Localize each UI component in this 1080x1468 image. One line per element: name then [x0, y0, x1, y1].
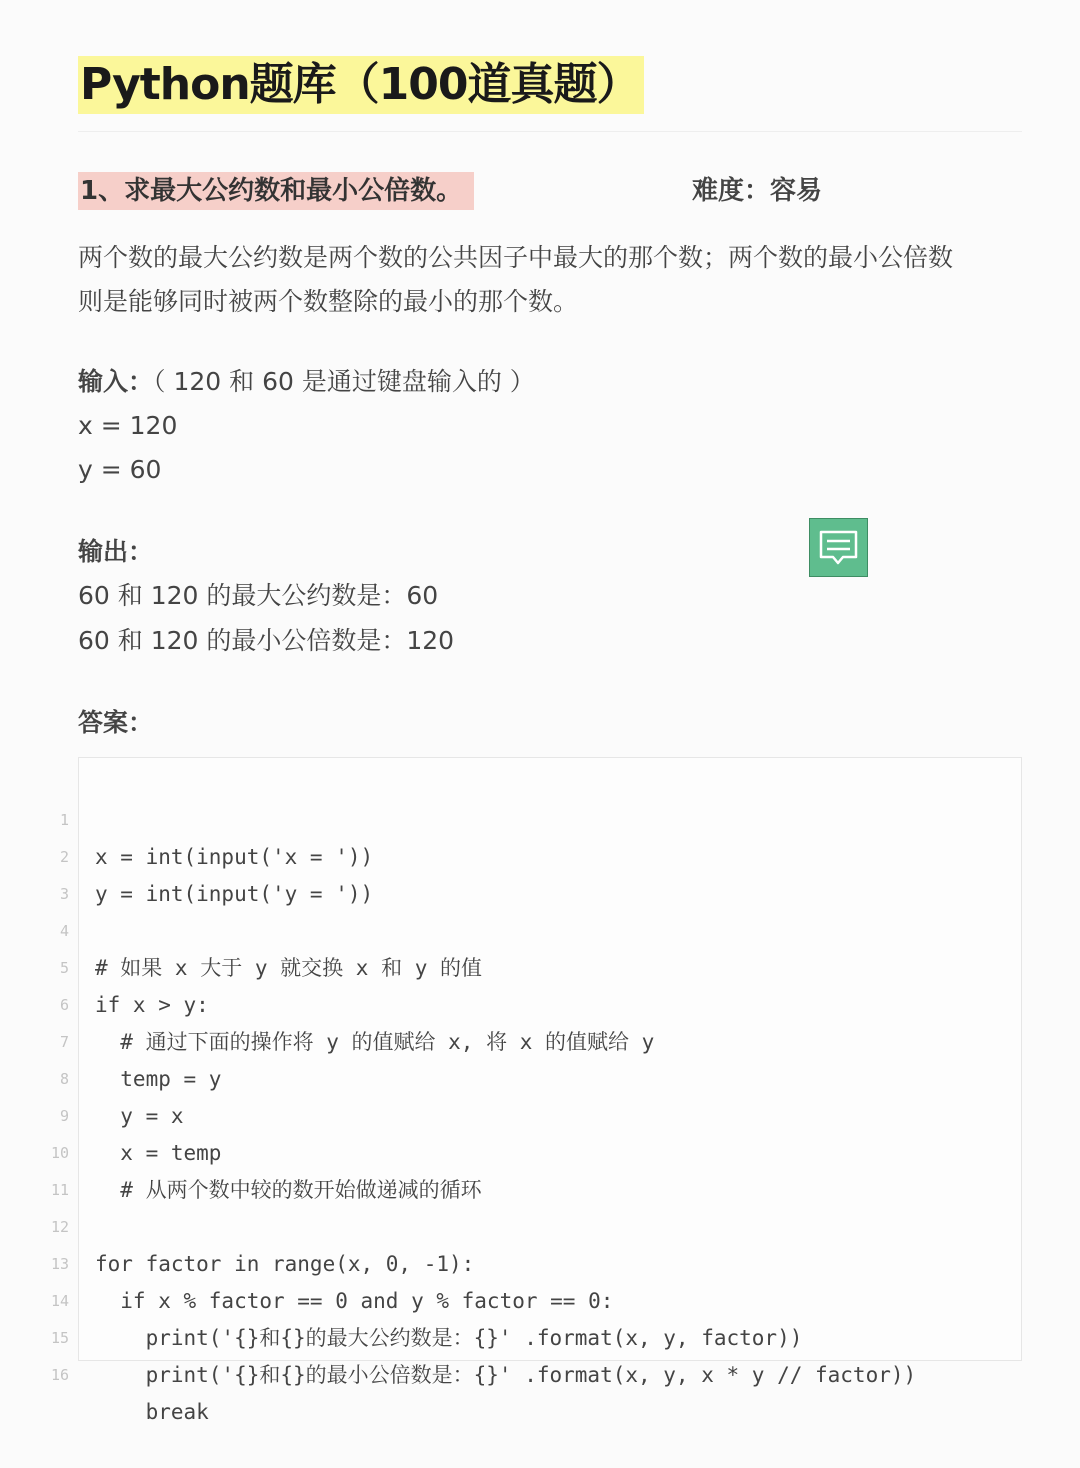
code-line — [59, 913, 209, 1017]
code-block — [50, 757, 1022, 1424]
code-text: temp = y — [95, 1067, 222, 1091]
comment-icon[interactable] — [809, 518, 868, 577]
line-number: 13 — [50, 1255, 69, 1273]
line-number: 3 — [59, 885, 69, 903]
code-text: for factor in range(x, 0, -1): — [95, 1252, 475, 1276]
code-text: x = int(input('x = ')) — [95, 845, 374, 869]
input-heading — [78, 360, 535, 404]
description-line: 两个数的最大公约数是两个数的公共因子中最大的那个数；两个数的最小公倍数 — [78, 243, 954, 272]
output-label: 输出： — [78, 537, 154, 566]
code-text: if x % factor == 0 and y % factor == 0: — [95, 1289, 614, 1313]
title-divider — [78, 131, 1022, 132]
input-line: y = 60 — [78, 455, 162, 484]
question-description — [78, 236, 1022, 324]
code-text: if x > y: — [95, 993, 209, 1017]
comment-icon-glyph — [810, 519, 867, 576]
input-label: 输入： — [78, 367, 154, 396]
line-number: 11 — [50, 1181, 69, 1199]
line-number: 7 — [59, 1033, 69, 1051]
output-line: 60 和 120 的最小公倍数是：120 — [78, 626, 455, 655]
code-text: break — [95, 1400, 209, 1424]
code-line — [59, 839, 99, 903]
line-number: 14 — [50, 1292, 69, 1310]
line-number: 16 — [50, 1366, 69, 1384]
code-text: y = int(input('y = ')) — [95, 882, 374, 906]
line-number: 5 — [59, 959, 69, 977]
input-note: （ 120 和 60 是通过键盘输入的 ） — [153, 367, 535, 396]
question-heading: 1、求最大公约数和最小公倍数。 — [78, 172, 474, 210]
code-text: print('{}和{}的最大公约数是：{}' .format(x, y, factor)) — [95, 1326, 803, 1350]
input-line: x = 120 — [78, 411, 178, 440]
code-text: # 如果 x 大于 y 就交换 x 和 y 的值 — [95, 956, 483, 980]
line-number: 10 — [50, 1144, 69, 1162]
code-text: x = temp — [95, 1141, 222, 1165]
output-line: 60 和 120 的最大公约数是：60 — [78, 581, 439, 610]
code-text: print('{}和{}的最小公倍数是：{}' .format(x, y, x * y // factor)) — [95, 1363, 917, 1387]
line-number: 1 — [59, 811, 69, 829]
code-text: y = x — [95, 1104, 184, 1128]
line-number: 8 — [59, 1070, 69, 1088]
description-line: 则是能够同时被两个数整除的最小的那个数。 — [78, 287, 579, 316]
line-number: 9 — [59, 1107, 69, 1125]
page-title: Python题库（100道真题） — [78, 56, 644, 114]
code-text: # 通过下面的操作将 y 的值赋给 x, 将 x 的值赋给 y — [95, 1030, 655, 1054]
line-number: 4 — [59, 922, 69, 940]
line-number: 12 — [50, 1218, 69, 1236]
code-text: # 从两个数中较的数开始做递减的循环 — [95, 1178, 482, 1202]
line-number: 6 — [59, 996, 69, 1014]
line-number: 15 — [50, 1329, 69, 1347]
difficulty-label: 难度：容易 — [692, 176, 823, 206]
answer-label: 答案： — [78, 708, 154, 737]
code-line — [59, 765, 374, 869]
line-number: 2 — [59, 848, 69, 866]
